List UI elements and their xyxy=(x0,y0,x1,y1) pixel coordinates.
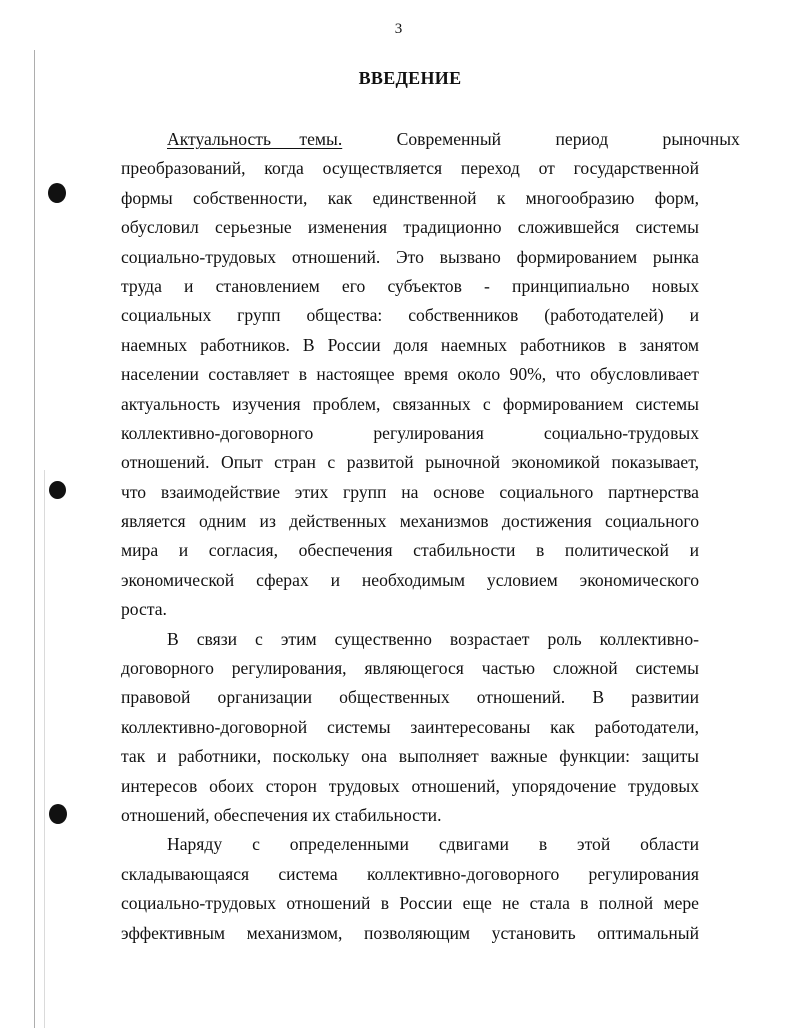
paragraph-line: преобразований, когда осуществляется переход от государственной xyxy=(121,158,699,179)
paragraph-line: отношений, обеспечения их стабильности. xyxy=(121,804,442,825)
paragraph-line: коллективно-договорной системы заинтересованы как работодатели, xyxy=(121,716,699,737)
line-text: Современный период рыночных xyxy=(342,129,740,149)
paragraph-line: социально-трудовых отношений в России еще не стала в полной мере xyxy=(121,893,699,914)
punch-hole-icon xyxy=(49,481,66,499)
paragraph-line: обусловил серьезные изменения традиционно сложившейся системы xyxy=(121,217,699,238)
paragraph-line: правовой организации общественных отношений. В развитии xyxy=(121,687,699,708)
paragraph-line: коллективно-договорного регулирования социально-трудовых xyxy=(121,422,699,443)
punch-hole-icon xyxy=(49,804,67,824)
paragraph-line: населении составляет в настоящее время около 90%, что обусловливает xyxy=(121,364,699,385)
paragraph-line: так и работники, поскольку она выполняет важные функции: защиты xyxy=(121,746,699,767)
paragraph-line: социальных групп общества: собственников (работодателей) и xyxy=(121,305,699,326)
scan-margin-line xyxy=(34,50,35,1028)
paragraph-line: актуальность изучения проблем, связанных с формированием системы xyxy=(121,393,699,414)
section-heading: ВВЕДЕНИЕ xyxy=(358,68,462,88)
paragraph-line: роста. xyxy=(121,599,167,620)
paragraph-line xyxy=(121,125,740,154)
paragraph-line: формы собственности, как единственной к многообразию форм, xyxy=(121,187,699,208)
paragraph-line: отношений. Опыт стран с развитой рыночной экономикой показывает, xyxy=(121,452,699,473)
paragraph-line: В связи с этим существенно возрастает роль коллективно- xyxy=(167,628,699,649)
paragraph-line: экономической сферах и необходимым условием экономического xyxy=(121,569,699,590)
paragraph-line: договорного регулирования, являющегося частью сложной системы xyxy=(121,658,699,679)
underlined-lead: Актуальность темы. xyxy=(167,129,343,149)
paragraph-line: мира и согласия, обеспечения стабильности в политической и xyxy=(121,540,699,561)
paragraph-line: является одним из действенных механизмов достижения социального xyxy=(121,511,699,532)
paragraph-line: наемных работников. В России доля наемных работников в занятом xyxy=(121,334,699,355)
paragraph-line: Наряду с определенными сдвигами в этой области xyxy=(167,834,699,855)
paragraph-line: эффективным механизмом, позволяющим установить оптимальный xyxy=(121,922,699,943)
scan-margin-line xyxy=(44,470,45,1028)
body-text xyxy=(121,125,740,948)
paragraph-line: интересов обоих сторон трудовых отношений, упорядочение трудовых xyxy=(121,775,699,796)
paragraph-line: социально-трудовых отношений. Это вызвано формированием рынка xyxy=(121,246,699,267)
paragraph-line: труда и становлением его субъектов - принципиально новых xyxy=(121,275,699,296)
paragraph-line: складывающаяся система коллективно-договорного регулирования xyxy=(121,863,699,884)
punch-hole-icon xyxy=(48,183,66,203)
page-number: 3 xyxy=(394,21,403,37)
paragraph-line: что взаимодействие этих групп на основе социального партнерства xyxy=(121,481,699,502)
